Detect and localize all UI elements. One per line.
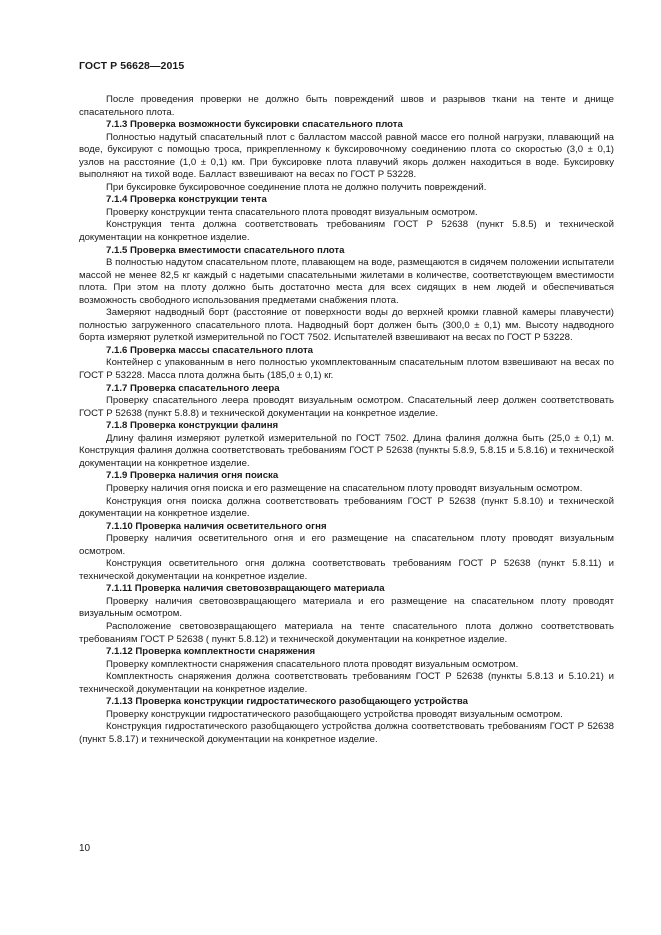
body-paragraph: Проверку наличия световозвращающего материала и его размещение на спасательном плоту проводят визуальным осмотром.	[79, 595, 614, 620]
body-paragraph: Конструкция огня поиска должна соответствовать требованиям ГОСТ Р 52638 (пункт 5.8.10) и технической документации на конкретное изделие.	[79, 495, 614, 520]
section-heading: 7.1.13 Проверка конструкции гидростатического разобщающего устройства	[106, 696, 468, 708]
body-paragraph: Контейнер с упакованным в него полностью укомплектованным спасательным плотом взвешивают на весах по ГОСТ Р 53228. Масса плота должна быть (185,0 ± 0,1) кг.	[79, 357, 614, 382]
body-paragraph: Полностью надутый спасательный плот с балластом массой равной массе его полной нагрузки, плавающий на воде, буксируют с помощью троса, прикрепленному к буксировочному соединению плота со скоростью (3,0 ± 0,1) узлов на расстояние (1,0 ± 0,1) км. При буксировке плота плавучий якорь должен находиться в воде. Буксировку выполняют на тихой воде. Балласт взвешивают на весах по ГОСТ Р 53228.	[79, 131, 614, 181]
body-paragraph: Проверку спасательного леера проводят визуальным осмотром. Спасательный леер должен соответствовать ГОСТ Р 52638 (пункт 5.8.8) и технической документации на конкретное изделие.	[79, 395, 614, 419]
document-header: ГОСТ Р 56628—2015	[79, 60, 185, 72]
body-paragraph: Проверку наличия огня поиска и его размещение на спасательном плоту проводят визуальным осмотром.	[106, 482, 583, 494]
body-paragraph: Проверку конструкции гидростатического разобщающего устройства проводят визуальным осмотром.	[106, 708, 563, 720]
body-paragraph: Длину фалиня измеряют рулеткой измерительной по ГОСТ 7502. Длина фалиня должна быть (25,0 ± 0,1) м. Конструкция фалиня должна соответствовать требованиям ГОСТ Р 52638 (пункты 5.8.9, 5.8.15 и 5.8.16) и технической документации на конкретное изделие.	[79, 432, 614, 469]
body-paragraph: Расположение световозвращающего материала на тенте спасательного плота должно соответствовать требованиям ГОСТ Р 52638 ( пункт 5.8.12) и технической документации на конкретное изделие.	[79, 620, 614, 645]
body-paragraph: Комплектность снаряжения должна соответствовать требованиям ГОСТ Р 52638 (пункты 5.8.13 и 5.10.21) и технической документации на конкретное изделие.	[79, 671, 614, 695]
section-heading: 7.1.10 Проверка наличия осветительного огня	[106, 520, 327, 532]
page-number: 10	[79, 843, 91, 854]
section-heading: 7.1.5 Проверка вместимости спасательного плота	[106, 244, 345, 256]
body-paragraph: Конструкция тента должна соответствовать требованиям ГОСТ Р 52638 (пункт 5.8.5) и технической документации на конкретное изделие.	[79, 219, 614, 244]
body-paragraph: В полностью надутом спасательном плоте, плавающем на воде, размещаются в сидячем положении испытатели массой не менее 82,5 кг каждый с надетыми спасательными жилетами в количестве, соответствующем вместимости плота. При этом на плоту должно быть достаточно места для всех сидящих в нем людей и обеспечиваться возможность свободного использования предметами снабжения плота.	[79, 257, 614, 306]
section-heading: 7.1.12 Проверка комплектности снаряжения	[106, 646, 316, 658]
section-heading: 7.1.11 Проверка наличия световозвращающего материала	[106, 583, 385, 595]
body-paragraph: При буксировке буксировочное соединение плота не должно получить повреждений.	[106, 181, 487, 193]
body-paragraph: Конструкция гидростатического разобщающего устройства должна соответствовать требованиям ГОСТ Р 52638 (пункт 5.8.17) и технической документации на конкретное изделие.	[79, 721, 614, 745]
body-paragraph: После проведения проверки не должно быть повреждений швов и разрывов ткани на тенте и днище спасательного плота.	[79, 94, 614, 118]
document-body	[79, 94, 614, 746]
body-paragraph: Проверку конструкции тента спасательного плота проводят визуальным осмотром.	[106, 206, 478, 218]
body-paragraph: Проверку наличия осветительного огня и его размещение на спасательном плоту проводят визуальным осмотром.	[79, 533, 614, 557]
body-paragraph: Замеряют надводный борт (расстояние от поверхности воды до верхней кромки главной камеры плавучести) полностью загруженного спасательного плота. Надводный борт должен быть (300,0 ± 0,1) мм. Высоту надводного борта измеряют рулеткой измерительной по ГОСТ 7502. Испытателей взвешивают на весах по ГОСТ Р 53228.	[79, 307, 614, 344]
body-paragraph: Проверку комплектности снаряжения спасательного плота проводят визуальным осмотром.	[106, 658, 519, 670]
section-heading: 7.1.8 Проверка конструкции фалиня	[106, 420, 279, 432]
section-heading: 7.1.7 Проверка спасательного леера	[106, 382, 280, 394]
section-heading: 7.1.6 Проверка массы спасательного плота	[106, 344, 313, 356]
section-heading: 7.1.4 Проверка конструкции тента	[106, 194, 267, 206]
body-paragraph: Конструкция осветительного огня должна соответствовать требованиям ГОСТ Р 52638 (пункт 5.8.11) и технической документации на конкретное изделие.	[79, 558, 614, 582]
section-heading: 7.1.9 Проверка наличия огня поиска	[106, 470, 279, 482]
section-heading: 7.1.3 Проверка возможности буксировки спасательного плота	[106, 119, 403, 131]
